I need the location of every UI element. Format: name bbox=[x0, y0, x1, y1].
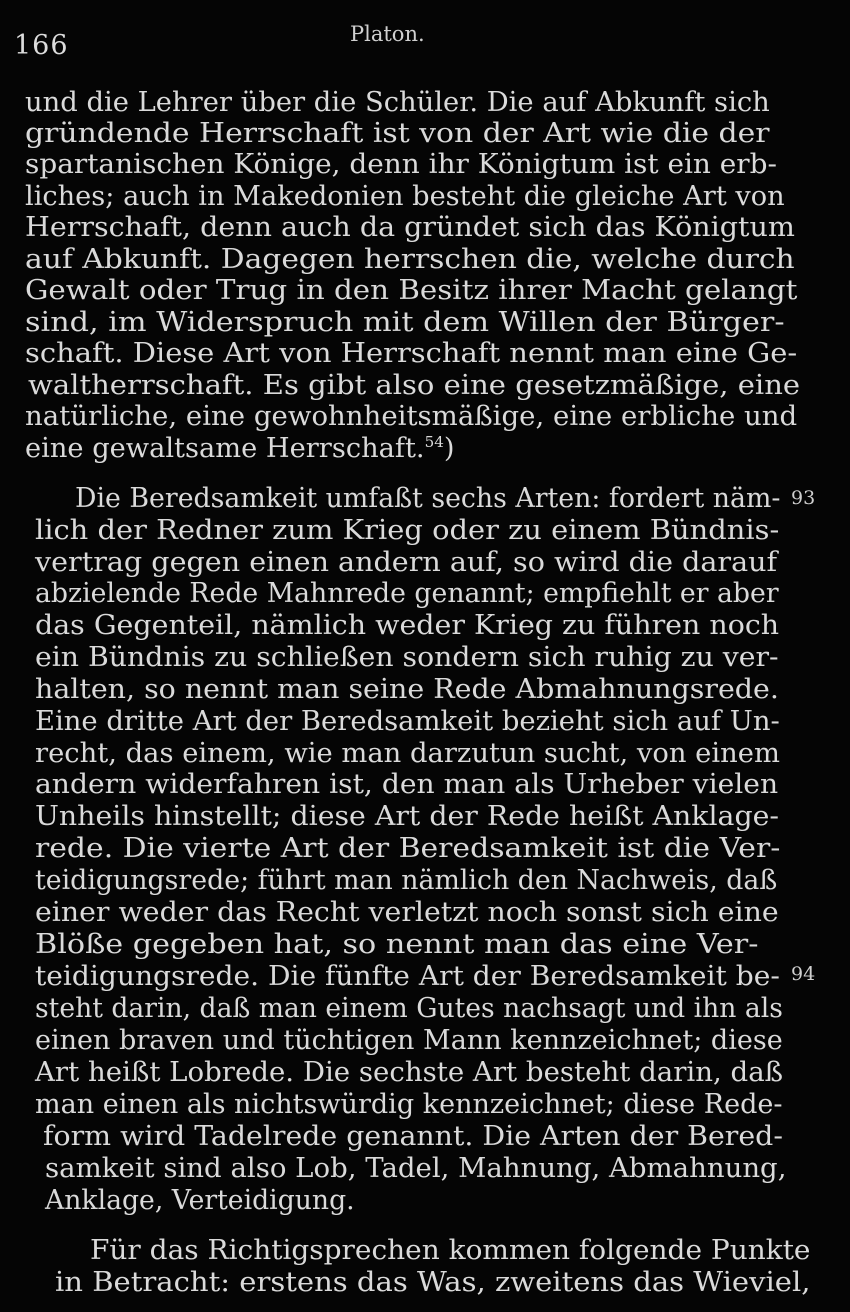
text-line-content: Unheils hinstellt; diese Art der Rede heißt Anklage- bbox=[35, 801, 779, 832]
text-line bbox=[25, 117, 770, 150]
text-line-content: sind, im Widerspruch mit dem Willen der Bürger- bbox=[25, 307, 785, 338]
text-line-content: Blöße gegeben hat, so nennt man das eine Ver- bbox=[35, 929, 759, 960]
text-line-content: einen braven und tüchtigen Mann kennzeichnet; diese bbox=[35, 1025, 783, 1056]
text-line bbox=[25, 86, 770, 119]
text-line bbox=[75, 482, 780, 515]
text-line bbox=[35, 864, 777, 897]
text-line bbox=[35, 928, 758, 961]
text-line bbox=[35, 896, 779, 929]
text-line bbox=[28, 369, 800, 402]
text-line bbox=[35, 960, 780, 993]
footnote-closing: ) bbox=[443, 433, 455, 464]
text-line bbox=[35, 1056, 783, 1089]
text-line bbox=[45, 1152, 786, 1185]
text-line-content: und die Lehrer über die Schüler. Die auf Abkunft sich bbox=[25, 87, 770, 118]
text-line-content: lich der Redner zum Krieg oder zu einem Bündnis- bbox=[35, 515, 780, 546]
text-line bbox=[25, 243, 795, 276]
text-line bbox=[35, 992, 783, 1025]
text-line bbox=[35, 705, 780, 738]
text-line-content: das Gegenteil, nämlich weder Krieg zu führen noch bbox=[35, 610, 780, 641]
text-line-content: eine gewaltsame Herrschaft. bbox=[25, 433, 425, 464]
text-line-content: halten, so nennt man seine Rede Abmahnungsrede. bbox=[35, 674, 779, 705]
text-line-content: einer weder das Recht verletzt noch sonst sich eine bbox=[35, 897, 779, 928]
text-line bbox=[90, 1234, 810, 1267]
running-head: Platon. bbox=[350, 22, 425, 46]
text-line-content: Art heißt Lobrede. Die sechste Art besteht darin, daß bbox=[35, 1057, 784, 1088]
text-line bbox=[55, 1266, 811, 1299]
text-line bbox=[35, 768, 778, 801]
text-line-content: Die Beredsamkeit umfaßt sechs Arten: fordert näm- bbox=[75, 483, 781, 514]
text-line bbox=[25, 274, 797, 307]
text-line bbox=[25, 432, 455, 465]
text-line-content: man einen als nichtswürdig kennzeichnet; diese Rede- bbox=[35, 1089, 783, 1120]
footnote-reference: 54 bbox=[424, 433, 444, 451]
text-line-content: Gewalt oder Trug in den Besitz ihrer Macht gelangt bbox=[25, 275, 798, 306]
text-line-content: abzielende Rede Mahnrede genannt; empfiehlt er aber bbox=[35, 578, 779, 609]
text-line-content: waltherrschaft. Es gibt also eine gesetzmäßige, eine bbox=[28, 370, 801, 401]
text-line-content: Herrschaft, denn auch da gründet sich das Königtum bbox=[25, 212, 795, 243]
text-line-content: vertrag gegen einen andern auf, so wird die darauf bbox=[35, 547, 778, 578]
text-line-content: rede. Die vierte Art der Beredsamkeit ist die Ver- bbox=[35, 833, 781, 864]
text-line bbox=[35, 514, 779, 547]
text-line bbox=[35, 800, 779, 833]
text-line bbox=[43, 1120, 783, 1153]
text-line-content: schaft. Diese Art von Herrschaft nennt man eine Ge- bbox=[25, 338, 798, 369]
text-line-content: gründende Herrschaft ist von der Art wie die der bbox=[25, 118, 770, 149]
text-line bbox=[45, 1184, 355, 1217]
text-line bbox=[35, 609, 779, 642]
text-line bbox=[35, 546, 777, 579]
text-line-content: liches; auch in Makedonien besteht die gleiche Art von bbox=[25, 181, 785, 212]
text-line-content: steht darin, daß man einem Gutes nachsagt und ihn als bbox=[35, 993, 783, 1024]
text-line bbox=[35, 737, 780, 770]
text-line-content: in Betracht: erstens das Was, zweitens das Wieviel, bbox=[55, 1267, 811, 1298]
text-line-content: teidigungsrede; führt man nämlich den Nachweis, daß bbox=[35, 865, 778, 896]
text-line bbox=[25, 306, 785, 339]
text-line bbox=[25, 337, 797, 370]
text-line bbox=[25, 180, 785, 213]
text-line bbox=[25, 148, 777, 181]
text-line-content: samkeit sind also Lob, Tadel, Mahnung, Abmahnung, bbox=[45, 1153, 787, 1184]
text-line-content: teidigungsrede. Die fünfte Art der Beredsamkeit be- bbox=[35, 961, 780, 992]
text-line bbox=[25, 211, 795, 244]
margin-number: 93 bbox=[791, 487, 816, 509]
text-line-content: form wird Tadelrede genannt. Die Arten der Bered- bbox=[43, 1121, 783, 1152]
text-line-content: ein Bündnis zu schließen sondern sich ruhig zu ver- bbox=[35, 642, 779, 673]
text-line-content: recht, das einem, wie man darzutun sucht, von einem bbox=[35, 738, 780, 769]
text-line bbox=[25, 400, 797, 433]
text-line-content: Anklage, Verteidigung. bbox=[45, 1185, 355, 1216]
text-line-content: Eine dritte Art der Beredsamkeit bezieht sich auf Un- bbox=[35, 706, 780, 737]
text-line-content: spartanischen Könige, denn ihr Königtum ist ein erb- bbox=[25, 149, 777, 180]
text-line bbox=[35, 1024, 783, 1057]
text-line-content: Für das Richtigsprechen kommen folgende Punkte bbox=[90, 1235, 811, 1266]
text-line-content: andern widerfahren ist, den man als Urheber vielen bbox=[35, 769, 779, 800]
text-line bbox=[35, 577, 779, 610]
text-line-content: auf Abkunft. Dagegen herrschen die, welche durch bbox=[25, 244, 795, 275]
text-line-content: natürliche, eine gewohnheitsmäßige, eine erbliche und bbox=[25, 401, 798, 432]
page-number: 166 bbox=[14, 30, 69, 61]
text-line bbox=[35, 673, 779, 706]
margin-number: 94 bbox=[791, 963, 816, 985]
text-line bbox=[35, 1088, 783, 1121]
text-line bbox=[35, 641, 779, 674]
text-line bbox=[35, 832, 780, 865]
